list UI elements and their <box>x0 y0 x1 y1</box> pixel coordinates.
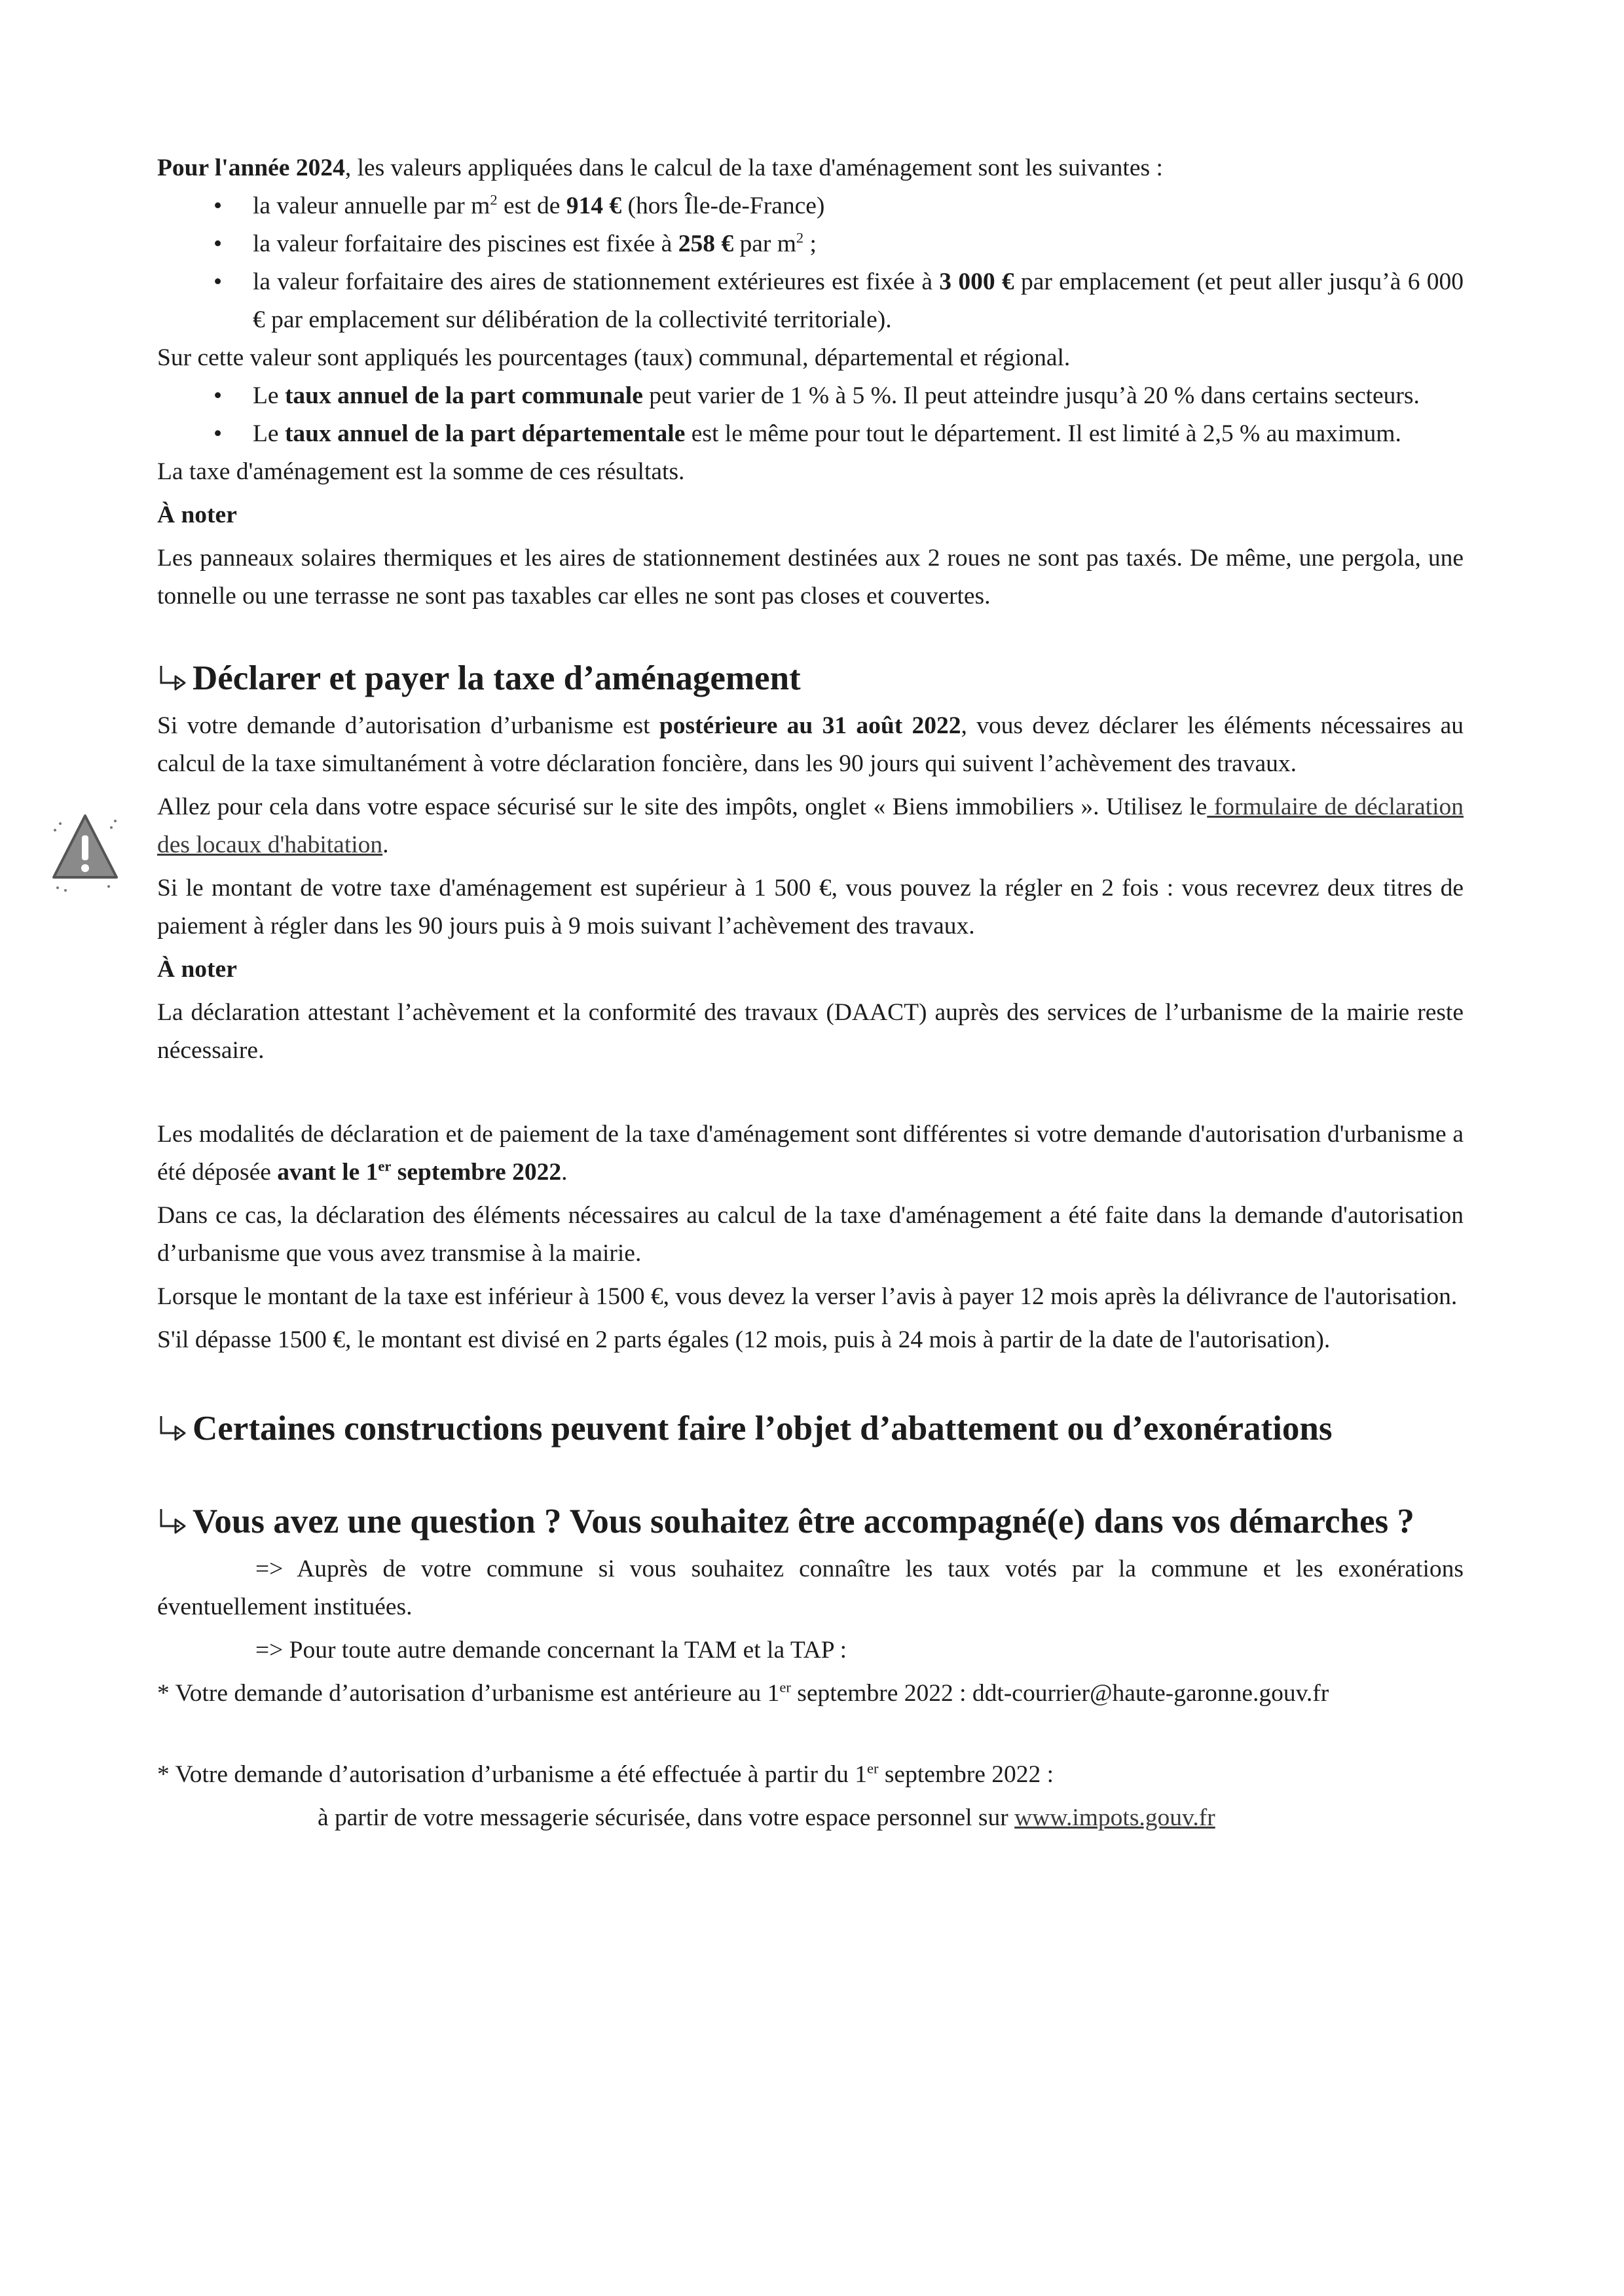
rates-list <box>157 377 1464 453</box>
hand-pointing-arrow-icon <box>157 1506 189 1535</box>
section-title-question: Vous avez une question ? Vous souhaitez être accompagné(e) dans vos démarches ? <box>157 1498 1464 1545</box>
question-line-5: à partir de votre messagerie sécurisée, dans votre espace personnel sur www.impots.gouv.fr <box>318 1804 1215 1831</box>
note-heading: À noter <box>157 501 237 528</box>
sum-text: La taxe d'aménagement est la somme de ces résultats. <box>157 458 685 485</box>
list-item: • la valeur annuelle par $m^2$ est de 914 € (hors Île-de-France) <box>213 191 825 219</box>
list-item: • Le taux annuel de la part départementale est le même pour tout le département. Il est limité à 2,5 % au maximum. <box>213 420 1401 447</box>
declare-paragraph-3: Si le montant de votre taxe d'aménagement est supérieur à 1 500 €, vous pouvez la régler en 2 fois : vous recevrez deux titres de paiement à régler dans les 90 jours puis à 9 mois suivant l’achèvement des travaux. <box>157 875 1464 939</box>
hand-pointing-arrow-icon <box>157 1413 189 1442</box>
question-line-2: => Pour toute autre demande concernant la TAM et la TAP : <box>255 1637 847 1664</box>
before-2022-paragraph-1: Les modalités de déclaration et de paiement de la taxe d'aménagement sont différentes si votre demande d'autorisation d'urbanisme a été déposée avant le 1er septembre 2022. <box>157 1121 1464 1186</box>
warning-triangle-icon <box>46 804 124 896</box>
list-item: • la valeur forfaitaire des aires de stationnement extérieures est fixée à 3 000 € par emplacement (et peut aller jusqu’à 6 000 € par emplacement sur délibération de la collectivité territoriale). <box>213 268 1464 333</box>
before-2022-paragraph-2: Dans ce cas, la déclaration des éléments nécessaires au calcul de la taxe d'aménagement a été faite dans la demande d'autorisation d’urbanisme que vous avez transmise à la mairie. <box>157 1202 1464 1267</box>
list-item: • Le taux annuel de la part communale peut varier de 1 % à 5 %. Il peut atteindre jusqu’à 20 % dans certains secteurs. <box>213 382 1420 409</box>
question-line-3: * Votre demande d’autorisation d’urbanisme est antérieure au 1er septembre 2022 : ddt-courrier@haute-garonne.gouv.fr <box>157 1679 1329 1707</box>
list-item: • la valeur forfaitaire des piscines est fixée à 258 € par $m^2$ ; <box>213 229 817 257</box>
document-body <box>157 149 1464 1837</box>
before-2022-paragraph-3: Lorsque le montant de la taxe est inférieur à 1500 €, vous devez la verser l’avis à payer 12 mois après la délivrance de l'autorisation. <box>157 1283 1458 1310</box>
section-title-exemptions: Certaines constructions peuvent faire l’objet d’abattement ou d’exonérations <box>157 1405 1464 1452</box>
hand-pointing-arrow-icon <box>157 663 189 692</box>
impots-website-link[interactable]: www.impots.gouv.fr <box>1014 1804 1215 1831</box>
declare-note-heading: À noter <box>157 956 237 983</box>
declaration-form-link[interactable]: formulaire de déclaration des locaux d'habitation <box>157 793 1464 858</box>
intro-paragraph: Pour l'année 2024, les valeurs appliquées dans le calcul de la taxe d'aménagement sont les suivantes : <box>157 155 1163 181</box>
before-2022-paragraph-4: S'il dépasse 1500 €, le montant est divisé en 2 parts égales (12 mois, puis à 24 mois à partir de la date de l'autorisation). <box>157 1326 1331 1353</box>
rates-intro: Sur cette valeur sont appliqués les pourcentages (taux) communal, départemental et régional. <box>157 344 1071 371</box>
declare-paragraph-2: Allez pour cela dans votre espace sécurisé sur le site des impôts, onglet « Biens immobiliers ». Utilisez le formulaire de déclaration des locaux d'habitation. <box>157 793 1464 858</box>
section-title-declare: Déclarer et payer la taxe d’aménagement <box>157 655 1464 702</box>
declare-note-text: La déclaration attestant l’achèvement et la conformité des travaux (DAACT) auprès des services de l’urbanisme de la mairie reste nécessaire. <box>157 999 1464 1064</box>
question-line-1: => Auprès de votre commune si vous souhaitez connaître les taux votés par la commune et les exonérations éventuellement instituées. <box>157 1556 1464 1620</box>
note-text: Les panneaux solaires thermiques et les aires de stationnement destinées aux 2 roues ne sont pas taxés. De même, une pergola, une tonnelle ou une terrasse ne sont pas taxables car elles ne sont pas closes et couvertes. <box>157 545 1464 610</box>
question-line-4: * Votre demande d’autorisation d’urbanisme a été effectuée à partir du 1er septembre 2022 : <box>157 1760 1054 1788</box>
declare-paragraph-1: Si votre demande d’autorisation d’urbanisme est postérieure au 31 août 2022, vous devez déclarer les éléments nécessaires au calcul de la taxe simultanément à votre déclaration foncière, dans les 90 jours qui suivent l’achèvement des travaux. <box>157 712 1464 777</box>
values-list <box>157 187 1464 339</box>
